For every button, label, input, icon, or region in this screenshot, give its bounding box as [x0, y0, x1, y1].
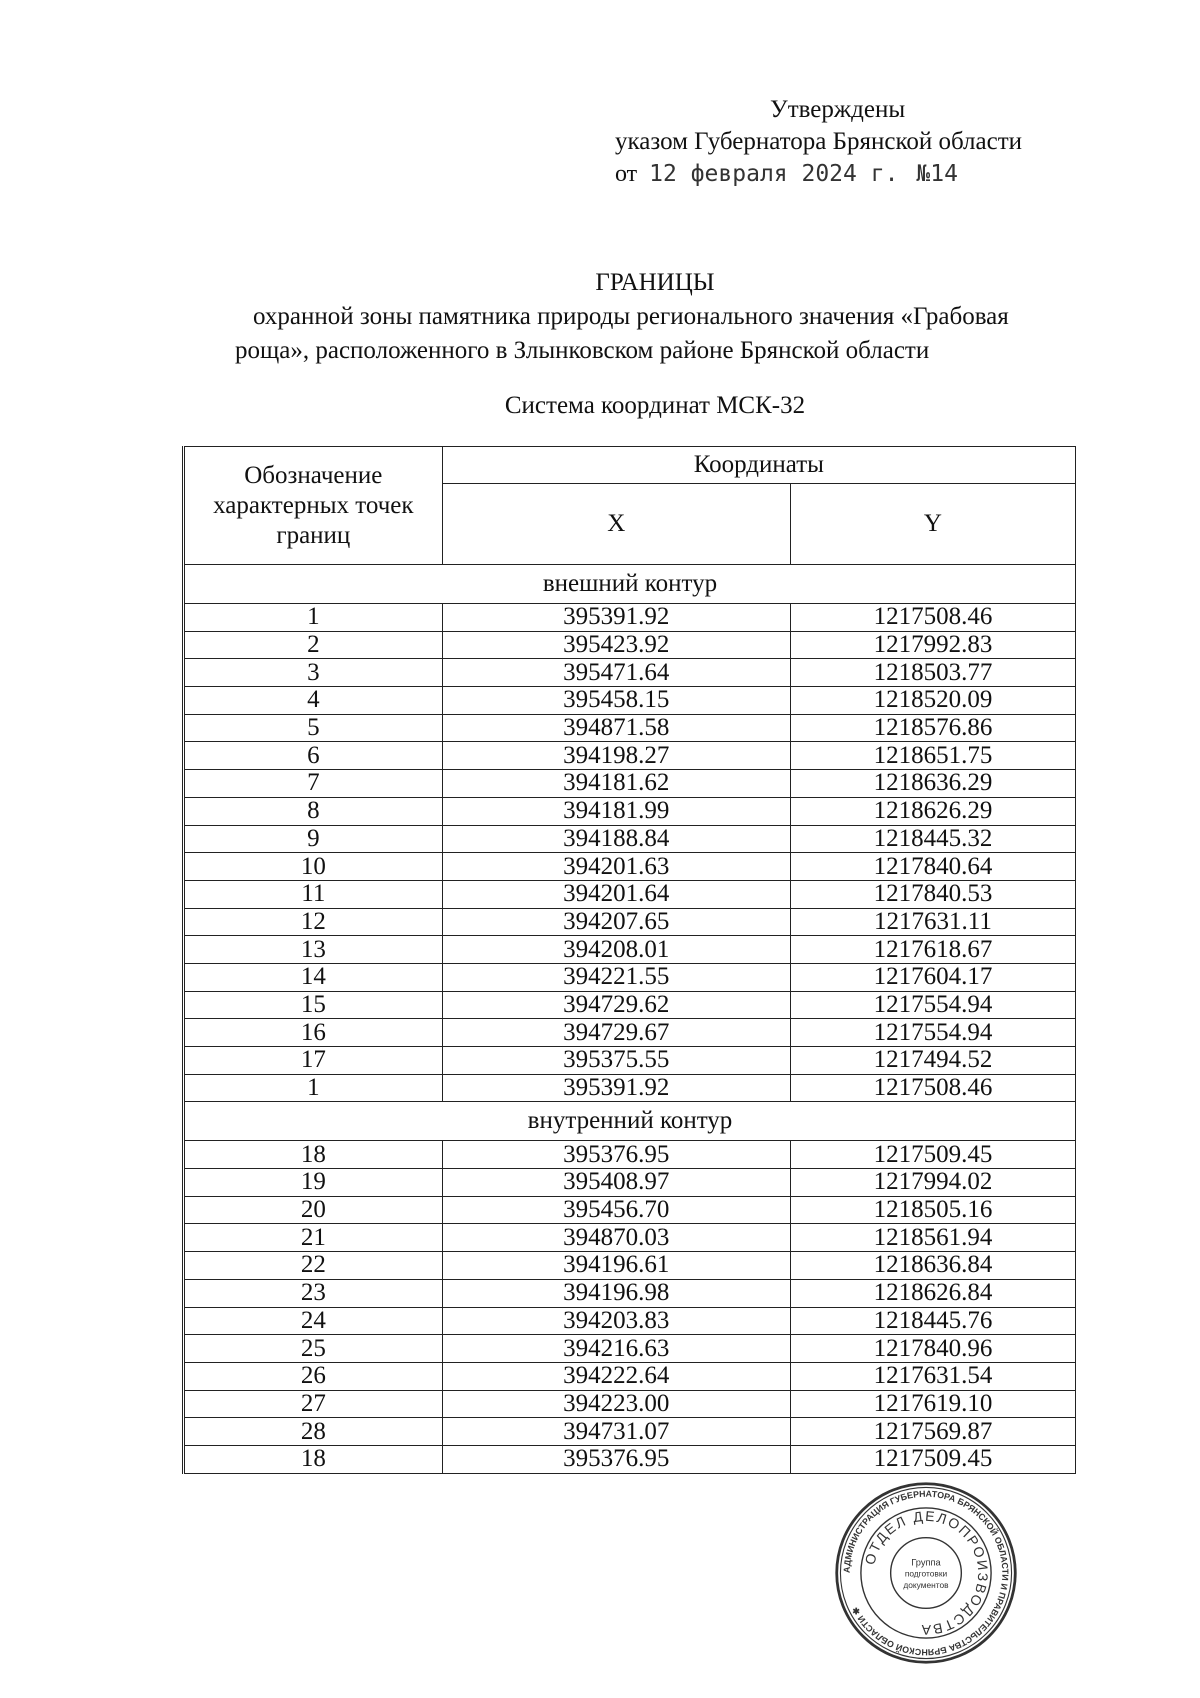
section-row-outer: [184, 565, 1076, 604]
point-number-cell: 22: [184, 1252, 443, 1280]
point-number-cell: 24: [184, 1307, 443, 1335]
x-coordinate-cell: 394731.07: [442, 1418, 790, 1446]
stamp-seal-graphic: [833, 1480, 1019, 1666]
point-number-cell: 28: [184, 1418, 443, 1446]
y-coordinate-cell: 1217840.53: [790, 880, 1075, 908]
point-number-cell: 10: [184, 853, 443, 881]
point-number-cell: 18: [184, 1445, 443, 1473]
y-coordinate-cell: 1217569.87: [790, 1418, 1075, 1446]
approval-label: Утверждены: [770, 96, 906, 123]
point-number-cell: 4: [184, 687, 443, 715]
x-coordinate-cell: 394203.83: [442, 1307, 790, 1335]
svg-text:ОТДЕЛ ДЕЛОПРОИЗВОДСТВА: ОТДЕЛ ДЕЛОПРОИЗВОДСТВА: [861, 1507, 992, 1639]
x-coordinate-cell: 395376.95: [442, 1141, 790, 1169]
table-row: [184, 963, 1076, 991]
point-number-cell: 9: [184, 825, 443, 853]
section-label-outer: внешний контур: [184, 565, 1076, 604]
table-row: [184, 1335, 1076, 1363]
y-coordinate-cell: 1217631.54: [790, 1362, 1075, 1390]
approval-date-line: [615, 158, 1075, 190]
y-coordinate-cell: 1218636.29: [790, 770, 1075, 798]
table-row: [184, 1390, 1076, 1418]
approval-authority: указом Губернатора Брянской области: [615, 128, 1023, 155]
x-coordinate-cell: 395423.92: [442, 631, 790, 659]
point-number-cell: 16: [184, 1019, 443, 1047]
point-number-cell: 1: [184, 604, 443, 632]
table-row: [184, 825, 1076, 853]
x-coordinate-cell: 394181.62: [442, 770, 790, 798]
svg-text:АДМИНИСТРАЦИЯ ГУБЕРНАТОРА БРЯН: АДМИНИСТРАЦИЯ ГУБЕРНАТОРА БРЯНСКОЙ ОБЛАСТИ И ПРАВИТЕЛЬСТВА БРЯНСКОЙ ОБЛАСТИ ✱: [841, 1488, 1011, 1658]
approval-date: 12 февраля 2024 г.: [649, 161, 899, 187]
point-number-cell: 25: [184, 1335, 443, 1363]
table-row: [184, 1196, 1076, 1224]
point-number-cell: 12: [184, 908, 443, 936]
point-number-cell: 11: [184, 880, 443, 908]
table-row: [184, 1279, 1076, 1307]
point-number-cell: 7: [184, 770, 443, 798]
svg-text:подготовки: подготовки: [904, 1568, 948, 1579]
table-row: [184, 1074, 1076, 1102]
table-row: [184, 631, 1076, 659]
table-row: [184, 1445, 1076, 1473]
approval-number: №14: [916, 161, 958, 187]
x-coordinate-cell: 394871.58: [442, 714, 790, 742]
table-row: [184, 1418, 1076, 1446]
point-number-cell: 27: [184, 1390, 443, 1418]
svg-text:Группа: Группа: [911, 1557, 941, 1568]
header-y: Y: [790, 484, 1075, 565]
table-row: [184, 742, 1076, 770]
point-number-cell: 1: [184, 1074, 443, 1102]
table-row: [184, 604, 1076, 632]
x-coordinate-cell: 395471.64: [442, 659, 790, 687]
point-number-cell: 19: [184, 1169, 443, 1197]
y-coordinate-cell: 1217508.46: [790, 604, 1075, 632]
x-coordinate-cell: 394221.55: [442, 963, 790, 991]
x-coordinate-cell: 395408.97: [442, 1169, 790, 1197]
y-coordinate-cell: 1217631.11: [790, 908, 1075, 936]
x-coordinate-cell: 394207.65: [442, 908, 790, 936]
y-coordinate-cell: 1218576.86: [790, 714, 1075, 742]
y-coordinate-cell: 1217509.45: [790, 1445, 1075, 1473]
y-coordinate-cell: 1218561.94: [790, 1224, 1075, 1252]
x-coordinate-cell: 394196.61: [442, 1252, 790, 1280]
point-number-cell: 17: [184, 1047, 443, 1075]
table-row: [184, 714, 1076, 742]
table-row: [184, 908, 1076, 936]
table-row: [184, 1362, 1076, 1390]
official-stamp: [833, 1480, 1019, 1666]
x-coordinate-cell: 395375.55: [442, 1047, 790, 1075]
y-coordinate-cell: 1218520.09: [790, 687, 1075, 715]
y-coordinate-cell: 1217494.52: [790, 1047, 1075, 1075]
coordinate-system-label: Система координат МСК-32: [504, 392, 806, 419]
approval-block: [615, 94, 1075, 190]
x-coordinate-cell: 394181.99: [442, 797, 790, 825]
title-heading: ГРАНИЦЫ: [595, 269, 715, 296]
x-coordinate-cell: 395458.15: [442, 687, 790, 715]
point-number-cell: 14: [184, 963, 443, 991]
table-row: [184, 853, 1076, 881]
y-coordinate-cell: 1217618.67: [790, 936, 1075, 964]
section-label-inner: внутренний контур: [184, 1102, 1076, 1141]
point-number-cell: 2: [184, 631, 443, 659]
table-row: [184, 1224, 1076, 1252]
point-number-cell: 26: [184, 1362, 443, 1390]
point-number-cell: 6: [184, 742, 443, 770]
table-row: [184, 936, 1076, 964]
x-coordinate-cell: 394216.63: [442, 1335, 790, 1363]
table-row: [184, 687, 1076, 715]
point-number-cell: 5: [184, 714, 443, 742]
document-title: [235, 266, 1075, 368]
table-body: [184, 565, 1076, 1474]
title-subtitle-line1: охранной зоны памятника природы регионального значения «Грабовая: [253, 303, 1009, 330]
x-coordinate-cell: 394208.01: [442, 936, 790, 964]
x-coordinate-cell: 395456.70: [442, 1196, 790, 1224]
y-coordinate-cell: 1218445.32: [790, 825, 1075, 853]
point-number-cell: 18: [184, 1141, 443, 1169]
table-row: [184, 1169, 1076, 1197]
table-row: [184, 1047, 1076, 1075]
x-coordinate-cell: 394870.03: [442, 1224, 790, 1252]
x-coordinate-cell: 395391.92: [442, 604, 790, 632]
svg-text:документов: документов: [903, 1579, 949, 1590]
table-row: [184, 770, 1076, 798]
x-coordinate-cell: 395376.95: [442, 1445, 790, 1473]
x-coordinate-cell: 394201.63: [442, 853, 790, 881]
table-row: [184, 1141, 1076, 1169]
x-coordinate-cell: 394222.64: [442, 1362, 790, 1390]
title-subtitle-line2: роща», расположенного в Злынковском районе Брянской области: [235, 337, 930, 364]
table-row: [184, 1252, 1076, 1280]
point-number-cell: 21: [184, 1224, 443, 1252]
point-number-cell: 23: [184, 1279, 443, 1307]
table-row: [184, 659, 1076, 687]
table-row: [184, 991, 1076, 1019]
y-coordinate-cell: 1217992.83: [790, 631, 1075, 659]
y-coordinate-cell: 1217604.17: [790, 963, 1075, 991]
x-coordinate-cell: 394198.27: [442, 742, 790, 770]
y-coordinate-cell: 1217619.10: [790, 1390, 1075, 1418]
x-coordinate-cell: 394729.67: [442, 1019, 790, 1047]
coordinates-table: [182, 446, 1076, 1474]
y-coordinate-cell: 1217840.96: [790, 1335, 1075, 1363]
y-coordinate-cell: 1217508.46: [790, 1074, 1075, 1102]
y-coordinate-cell: 1217554.94: [790, 991, 1075, 1019]
y-coordinate-cell: 1218505.16: [790, 1196, 1075, 1224]
y-coordinate-cell: 1217840.64: [790, 853, 1075, 881]
header-coordinates: Координаты: [442, 447, 1075, 484]
point-number-cell: 13: [184, 936, 443, 964]
point-number-cell: 20: [184, 1196, 443, 1224]
y-coordinate-cell: 1218626.29: [790, 797, 1075, 825]
x-coordinate-cell: 394188.84: [442, 825, 790, 853]
y-coordinate-cell: 1217994.02: [790, 1169, 1075, 1197]
y-coordinate-cell: 1218445.76: [790, 1307, 1075, 1335]
header-point-designation: Обозначение характерных точек границ: [184, 447, 443, 565]
x-coordinate-cell: 394729.62: [442, 991, 790, 1019]
y-coordinate-cell: 1217509.45: [790, 1141, 1075, 1169]
section-row-inner: [184, 1102, 1076, 1141]
x-coordinate-cell: 394201.64: [442, 880, 790, 908]
table-row: [184, 1019, 1076, 1047]
y-coordinate-cell: 1218626.84: [790, 1279, 1075, 1307]
point-number-cell: 15: [184, 991, 443, 1019]
point-number-cell: 8: [184, 797, 443, 825]
x-coordinate-cell: 394196.98: [442, 1279, 790, 1307]
point-number-cell: 3: [184, 659, 443, 687]
y-coordinate-cell: 1217554.94: [790, 1019, 1075, 1047]
table-row: [184, 797, 1076, 825]
x-coordinate-cell: 395391.92: [442, 1074, 790, 1102]
header-x: X: [442, 484, 790, 565]
x-coordinate-cell: 394223.00: [442, 1390, 790, 1418]
approval-date-prefix: от: [615, 161, 638, 187]
table-row: [184, 1307, 1076, 1335]
y-coordinate-cell: 1218651.75: [790, 742, 1075, 770]
y-coordinate-cell: 1218636.84: [790, 1252, 1075, 1280]
table-row: [184, 880, 1076, 908]
y-coordinate-cell: 1218503.77: [790, 659, 1075, 687]
